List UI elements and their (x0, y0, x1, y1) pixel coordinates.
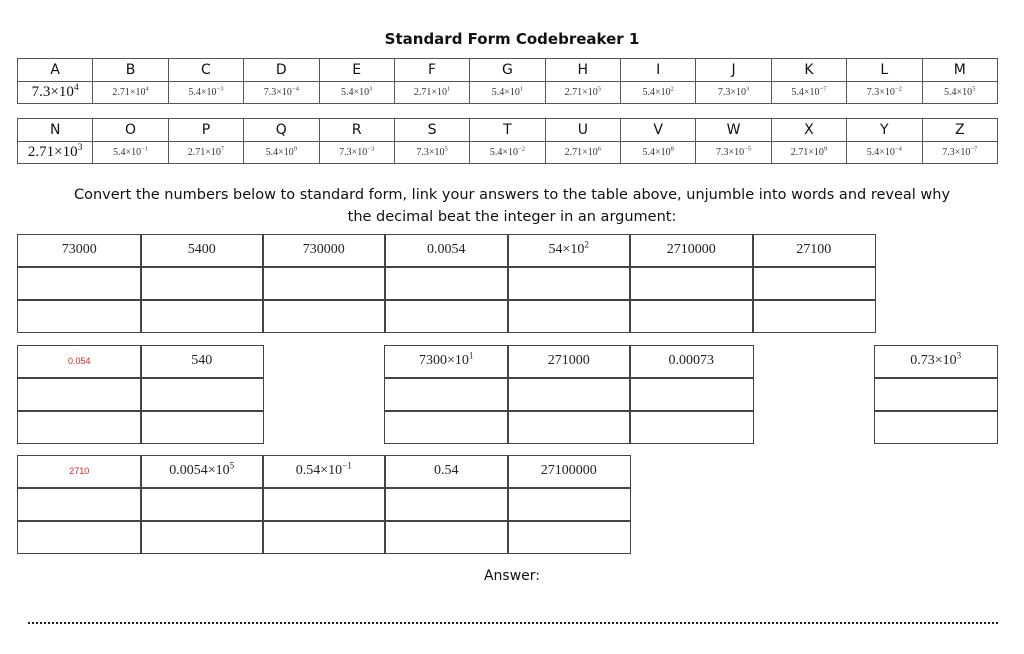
standard-form-answer-box[interactable] (507, 487, 631, 522)
exponent: −5 (744, 145, 752, 153)
instructions (0, 184, 1024, 228)
value-text: 5.4×10 (188, 87, 217, 98)
standard-form-answer-box[interactable] (629, 377, 754, 412)
question-cell (629, 345, 754, 379)
exponent: −2 (518, 145, 525, 153)
value-text: 5.4×10 (642, 147, 671, 158)
code-value-w (696, 142, 771, 164)
value-text: 2.71×10 (27, 144, 78, 160)
value-text: 5.4×10 (113, 147, 142, 158)
exponent: −4 (894, 145, 902, 153)
value-text: 0.00073 (668, 353, 714, 368)
page-title: Standard Form Codebreaker 1 (384, 30, 640, 48)
exponent: 5 (597, 85, 601, 93)
letter-a: A (18, 59, 93, 82)
standard-form-answer-box[interactable] (384, 377, 509, 412)
letter-v: V (621, 119, 696, 142)
question-cell (140, 455, 264, 489)
letter-r: R (319, 119, 394, 142)
value-text: 2.71×10 (112, 87, 146, 98)
value-text: 5.4×10 (642, 87, 671, 98)
letter-answer-box[interactable] (384, 299, 509, 333)
code-value-z (922, 142, 998, 164)
value-text: 7.3×10 (716, 147, 745, 158)
question-cell (874, 345, 998, 379)
letter-z: Z (922, 119, 998, 142)
question-cell (17, 234, 142, 268)
code-value-c (168, 82, 243, 104)
value-text: 5400 (187, 242, 216, 257)
exponent: 7 (220, 145, 225, 153)
exponent: 5 (972, 85, 976, 93)
letter-answer-box[interactable] (629, 410, 754, 444)
letter-j: J (696, 59, 771, 82)
value-text: 7.3×10 (866, 87, 895, 98)
question-cell (140, 345, 264, 379)
letter-x: X (771, 119, 846, 142)
letter-c: C (168, 59, 243, 82)
instructions-line-2: the decimal beat the integer in an argument: (347, 209, 677, 225)
letter-g: G (470, 59, 545, 82)
letter-b: B (93, 59, 168, 82)
letter-h: H (545, 59, 620, 82)
code-value-v (621, 142, 696, 164)
standard-form-answer-box[interactable] (140, 377, 264, 412)
instructions-line-1: Convert the numbers below to standard form, link your answers to the table above, unjumble into words and reveal why (73, 187, 951, 203)
exponent: −1 (342, 460, 352, 471)
code-value-t (470, 142, 545, 164)
question-cell (507, 234, 631, 268)
exponent: 1 (519, 85, 524, 93)
code-value-j (696, 82, 771, 104)
letter-answer-box[interactable] (262, 520, 386, 554)
question-cell (629, 234, 754, 268)
standard-form-answer-box[interactable] (874, 377, 998, 412)
exponent: 3 (746, 85, 750, 93)
exponent: 2 (670, 85, 674, 93)
value-text: 5.4×10 (866, 147, 895, 158)
value-text: 2.71×10 (564, 87, 598, 98)
standard-form-answer-box[interactable] (17, 487, 142, 522)
letter-t: T (470, 119, 545, 142)
exponent: 5 (229, 460, 235, 471)
value-text: 2710000 (666, 242, 716, 257)
code-value-o (93, 142, 168, 164)
code-value-r (319, 142, 394, 164)
question-cell (262, 234, 386, 268)
code-value-q (244, 142, 319, 164)
letter-answer-box[interactable] (17, 410, 142, 444)
letter-answer-box[interactable] (140, 299, 264, 333)
code-value-m (922, 82, 998, 104)
value-text: 5.4×10 (265, 147, 294, 158)
value-text: 7.3×10 (717, 87, 746, 98)
letter-answer-box[interactable] (140, 520, 264, 554)
question-cell (17, 345, 142, 379)
value-text: 54×10 (548, 242, 585, 257)
letter-l: L (847, 59, 922, 82)
letter-answer-box[interactable] (17, 520, 142, 554)
letter-answer-box[interactable] (17, 299, 142, 333)
value-text: 73000 (61, 242, 97, 257)
code-value-k (771, 82, 846, 104)
letter-p: P (168, 119, 243, 142)
letter-w: W (696, 119, 771, 142)
value-text: 7.3×10 (942, 147, 971, 158)
letter-code-table-n-z (17, 118, 998, 164)
letter-n: N (18, 119, 93, 142)
question-cell (507, 455, 631, 489)
value-text: 0.54×10 (295, 463, 343, 478)
code-value-l (847, 82, 922, 104)
value-text: 5.4×10 (340, 87, 370, 98)
exponent: −7 (970, 145, 978, 153)
exponent: 5 (444, 145, 448, 153)
exponent: 2 (584, 239, 589, 250)
letter-s: S (394, 119, 469, 142)
code-value-u (545, 142, 620, 164)
answer-label: Answer: (483, 568, 541, 584)
value-text: 2710 (69, 466, 90, 476)
letter-answer-box[interactable] (384, 520, 509, 554)
value-text: 2.71×10 (187, 147, 221, 158)
letter-answer-box[interactable] (507, 410, 631, 444)
letter-answer-box[interactable] (874, 410, 998, 444)
question-cell (17, 455, 142, 489)
letter-q: Q (244, 119, 319, 142)
value-text: 0.054 (67, 356, 91, 366)
letter-answer-box[interactable] (140, 410, 264, 444)
question-cell (752, 234, 876, 268)
code-value-y (847, 142, 922, 164)
letter-i: I (621, 59, 696, 82)
exponent: −3 (216, 85, 224, 93)
letter-m: M (922, 59, 998, 82)
exponent: 4 (145, 85, 149, 93)
letter-answer-box[interactable] (629, 299, 754, 333)
standard-form-answer-box[interactable] (140, 266, 264, 301)
question-cell (384, 455, 509, 489)
letter-y: Y (847, 119, 922, 142)
value-text: 27100000 (540, 463, 597, 478)
code-value-p (168, 142, 243, 164)
letter-k: K (771, 59, 846, 82)
code-value-e (319, 82, 394, 104)
code-value-g (470, 82, 545, 104)
letter-f: F (394, 59, 469, 82)
exponent: 1 (447, 85, 451, 93)
code-value-h (545, 82, 620, 104)
exponent: 3 (369, 85, 373, 93)
value-text: 5.4×10 (491, 87, 520, 98)
value-text: 0.0054 (427, 242, 466, 257)
value-text: 5.4×10 (791, 87, 820, 98)
value-text: 0.54 (434, 463, 459, 478)
value-text: 540 (191, 353, 213, 368)
standard-form-answer-box[interactable] (17, 266, 142, 301)
letter-o: O (93, 119, 168, 142)
standard-form-answer-box[interactable] (384, 266, 509, 301)
standard-form-answer-box[interactable] (752, 266, 876, 301)
value-text: 5.4×10 (944, 87, 973, 98)
code-value-a (18, 82, 93, 104)
standard-form-answer-box[interactable] (507, 377, 631, 412)
code-value-n (18, 142, 93, 164)
exponent: 3 (77, 142, 83, 153)
exponent: −2 (894, 85, 902, 93)
standard-form-answer-box[interactable] (384, 487, 509, 522)
standard-form-answer-box[interactable] (140, 487, 264, 522)
exponent: 9 (823, 145, 828, 153)
exponent: −4 (291, 85, 299, 93)
exponent: 9 (293, 145, 297, 153)
value-text: 271000 (547, 353, 590, 368)
code-value-d (244, 82, 319, 104)
letter-answer-box[interactable] (752, 299, 876, 333)
exponent: −3 (367, 145, 375, 153)
value-text: 2.71×10 (564, 147, 598, 158)
value-text: 0.0054×10 (169, 463, 230, 478)
value-text: 0.73×10 (910, 353, 957, 368)
letter-answer-box[interactable] (507, 299, 631, 333)
letter-e: E (319, 59, 394, 82)
question-cell (140, 234, 264, 268)
standard-form-answer-box[interactable] (17, 377, 142, 412)
question-cell (384, 234, 509, 268)
value-text: 2.71×10 (790, 147, 824, 158)
code-value-b (93, 82, 168, 104)
standard-form-answer-box[interactable] (262, 487, 386, 522)
answer-line[interactable] (28, 622, 998, 624)
letter-answer-box[interactable] (384, 410, 509, 444)
question-cell (262, 455, 386, 489)
standard-form-answer-box[interactable] (629, 266, 754, 301)
letter-answer-box[interactable] (262, 299, 386, 333)
letter-d: D (244, 59, 319, 82)
standard-form-answer-box[interactable] (262, 266, 386, 301)
code-value-x (771, 142, 846, 164)
letter-code-table-a-m (17, 58, 998, 104)
code-value-i (621, 82, 696, 104)
exponent: −1 (141, 145, 149, 153)
value-text: 5.4×10 (489, 147, 519, 158)
letter-u: U (545, 119, 620, 142)
value-text: 730000 (302, 242, 345, 257)
question-cell (384, 345, 509, 379)
exponent: 8 (670, 145, 674, 153)
code-value-s (394, 142, 469, 164)
code-value-f (394, 82, 469, 104)
value-text: 7.3×10 (31, 84, 74, 100)
letter-answer-box[interactable] (507, 520, 631, 554)
exponent: 1 (468, 350, 474, 361)
exponent: 4 (73, 82, 79, 93)
value-text: 7.3×10 (339, 147, 368, 158)
value-text: 27100 (796, 242, 832, 257)
standard-form-answer-box[interactable] (507, 266, 631, 301)
question-cell (507, 345, 631, 379)
value-text: 7.3×10 (416, 147, 445, 158)
value-text: 7300×10 (419, 353, 469, 368)
exponent: 3 (956, 350, 962, 361)
exponent: −7 (819, 85, 827, 93)
value-text: 7.3×10 (263, 87, 292, 98)
value-text: 2.71×10 (413, 87, 447, 98)
exponent: 6 (597, 145, 601, 153)
